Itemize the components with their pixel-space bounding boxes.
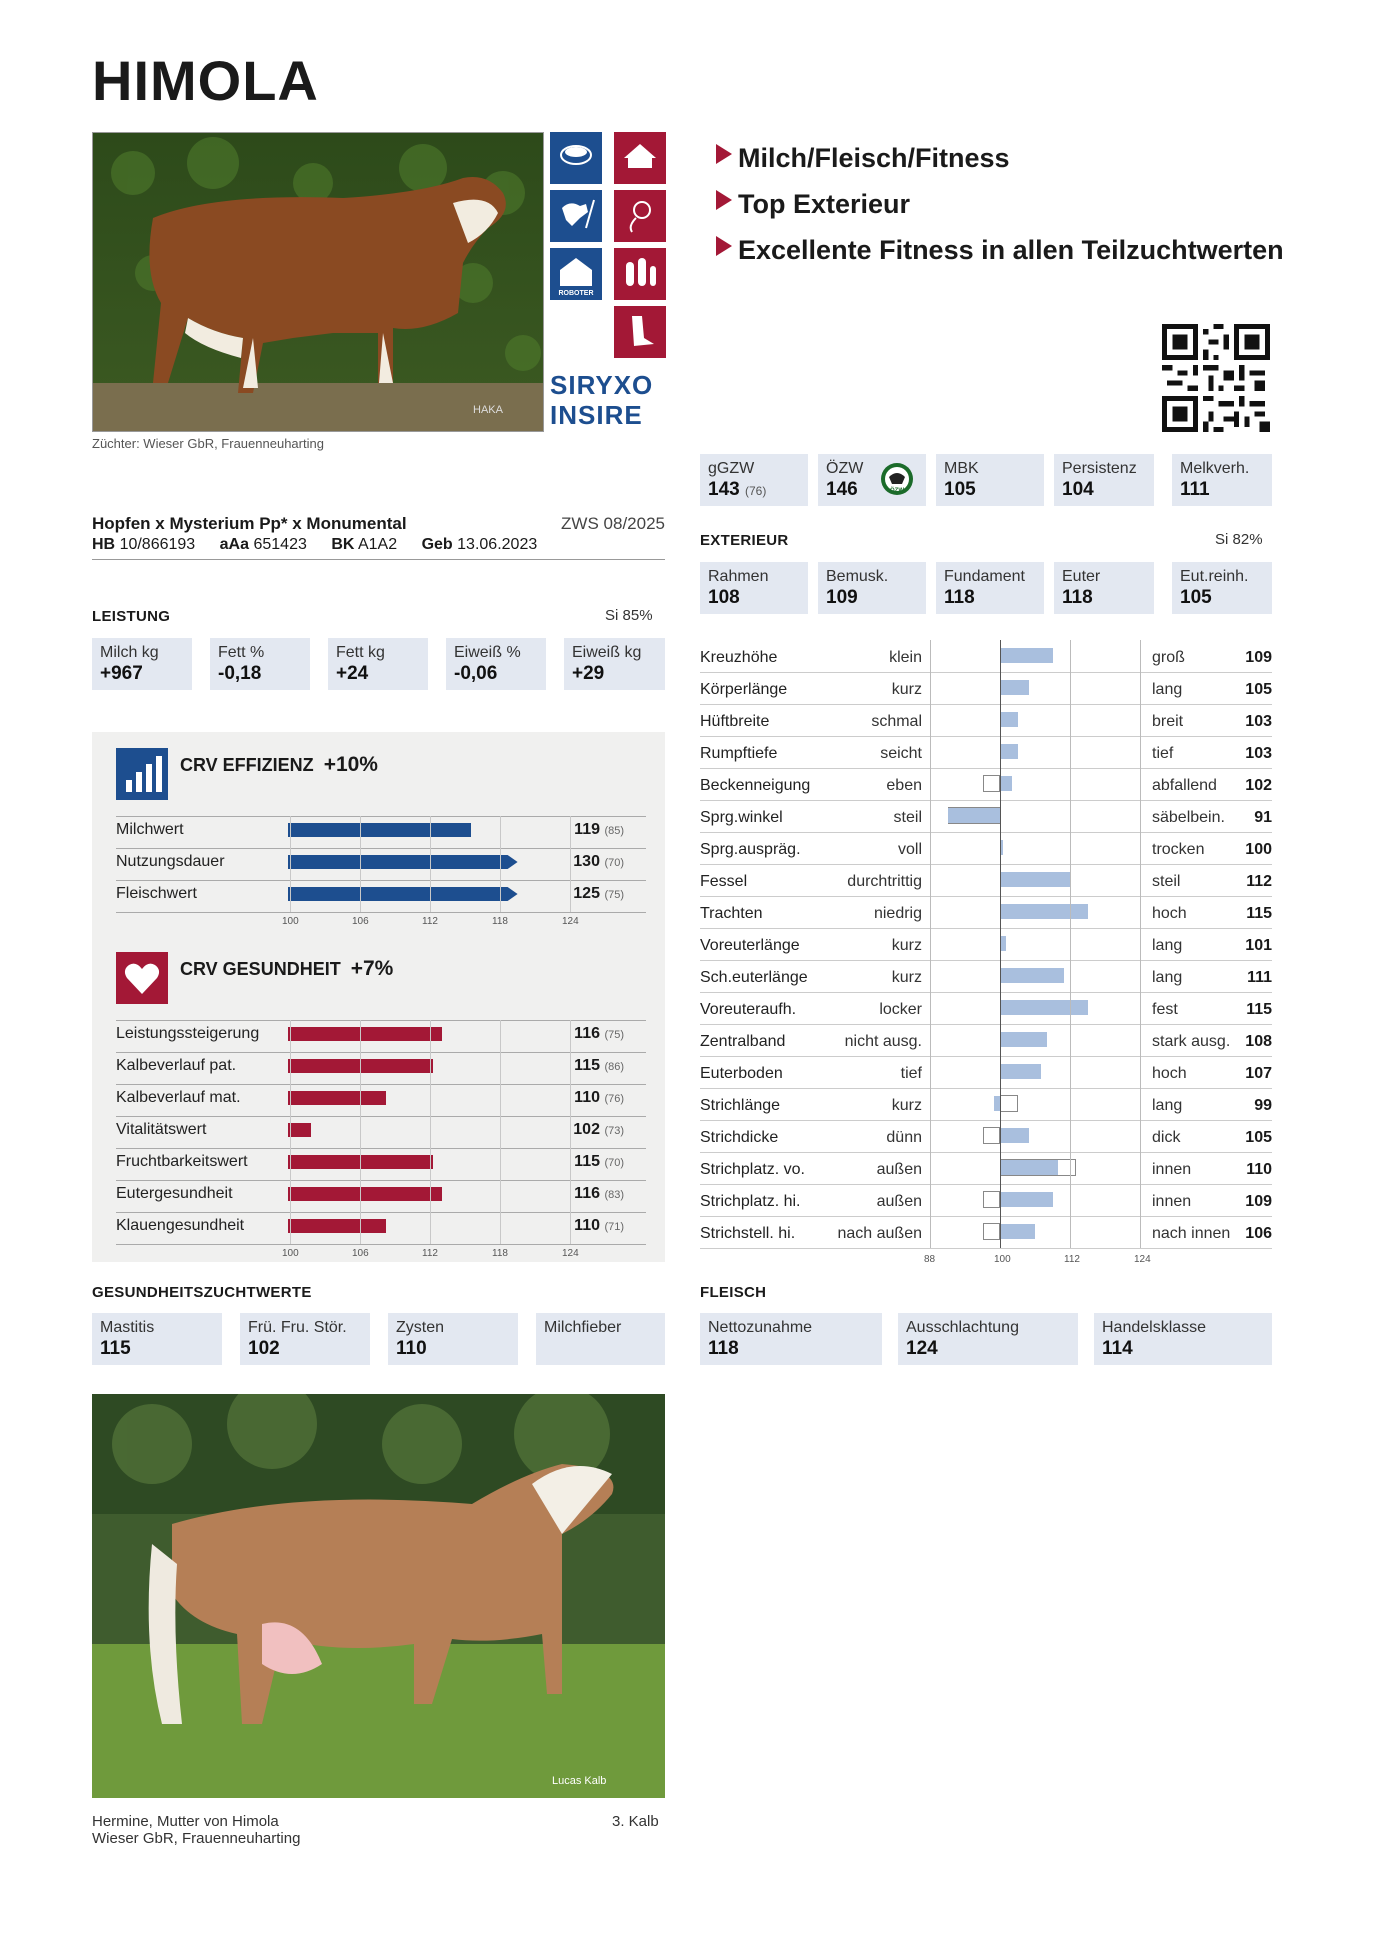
brand-line1: SIRYXO xyxy=(550,370,654,400)
fleisch-label: FLEISCH xyxy=(700,1284,767,1301)
triangle-icon xyxy=(716,236,732,256)
crv-bar xyxy=(288,1027,442,1041)
triangle-icon xyxy=(716,144,732,164)
ext-prev-box xyxy=(983,1127,1001,1144)
grid-line xyxy=(500,1020,501,1244)
ext-trait-low: kurz xyxy=(891,681,922,698)
ext-trait-value: 105 xyxy=(1245,681,1272,698)
ext-trait-low: nach außen xyxy=(837,1225,922,1242)
ext-trait-row xyxy=(700,800,1272,833)
grid-line xyxy=(290,816,291,912)
ext-trait-row xyxy=(700,768,1272,801)
ext-trait-name: Hüftbreite xyxy=(700,713,770,730)
ext-trait-high: innen xyxy=(1152,1161,1192,1178)
ext-trait-name: Sch.euterlänge xyxy=(700,969,808,986)
ext-trait-high: groß xyxy=(1152,649,1185,666)
ext-trait-bar xyxy=(1000,1160,1058,1175)
summary-ozw: ÖZW 146 ÖZW xyxy=(818,454,926,506)
ext-prev-box xyxy=(1000,1095,1018,1112)
tick-label: 118 xyxy=(492,916,508,927)
ext-bemusk: Bemusk. 109 xyxy=(818,562,926,614)
ext-trait-value: 99 xyxy=(1254,1097,1272,1114)
ext-trait-row xyxy=(700,832,1272,865)
ext-trait-high: abfallend xyxy=(1152,777,1217,794)
ext-trait-name: Kreuzhöhe xyxy=(700,649,778,666)
ext-trait-name: Sprg.winkel xyxy=(700,809,783,826)
leg-icon xyxy=(614,306,666,358)
ext-trait-high: hoch xyxy=(1152,1065,1187,1082)
summary-mbk: MBK 105 xyxy=(936,454,1044,506)
ext-trait-name: Strichplatz. vo. xyxy=(700,1161,805,1178)
leistung-milch-kg: Milch kg +967 xyxy=(92,638,192,690)
photo-credit: HAKA xyxy=(473,404,503,416)
ext-trait-value: 103 xyxy=(1245,745,1272,762)
semen-icon xyxy=(614,190,666,242)
ext-trait-bar xyxy=(948,808,1001,823)
ext-trait-value: 101 xyxy=(1245,937,1272,954)
ext-prev-box xyxy=(983,1191,1001,1208)
ext-trait-bar xyxy=(1000,1128,1029,1143)
grid-line xyxy=(430,816,431,912)
bullet-2: Top Exterieur xyxy=(716,189,910,220)
ext-trait-value: 100 xyxy=(1245,841,1272,858)
crv-row-label: Kalbeverlauf mat. xyxy=(116,1089,241,1106)
grid-line xyxy=(430,1020,431,1244)
gzw-milchfieber: Milchfieber xyxy=(536,1313,665,1365)
crv-bar xyxy=(288,1187,442,1201)
tick-label: 124 xyxy=(562,1248,579,1259)
zws-date: ZWS 08/2025 xyxy=(561,514,665,533)
ext-trait-row xyxy=(700,736,1272,769)
crv-row-value: 110 (71) xyxy=(574,1217,624,1234)
leistung-si: Si 85% xyxy=(605,607,653,624)
gzw-mastitis: Mastitis 115 xyxy=(92,1313,222,1365)
ext-trait-name: Zentralband xyxy=(700,1033,786,1050)
ext-trait-high: säbelbein. xyxy=(1152,809,1225,826)
tick-label: 106 xyxy=(352,916,369,927)
ext-prev-box xyxy=(983,775,1001,792)
ext-trait-high: lang xyxy=(1152,681,1183,698)
ext-trait-low: durchtrittig xyxy=(847,873,922,890)
fleisch-handelsklasse: Handelsklasse 114 xyxy=(1094,1313,1272,1365)
tick-label: 124 xyxy=(1134,1254,1151,1265)
ext-trait-name: Fessel xyxy=(700,873,748,890)
ext-trait-row xyxy=(700,1216,1272,1249)
ext-trait-row xyxy=(700,1088,1272,1121)
ext-trait-high: steil xyxy=(1152,873,1181,890)
ext-trait-high: innen xyxy=(1152,1193,1192,1210)
crv-row-label: Kalbeverlauf pat. xyxy=(116,1057,237,1074)
ext-trait-low: außen xyxy=(876,1161,922,1178)
ozw-badge-icon xyxy=(880,462,914,496)
ext-trait-value: 110 xyxy=(1246,1161,1272,1178)
grid-line xyxy=(570,816,571,912)
ext-trait-bar xyxy=(1000,680,1029,695)
crv-bar xyxy=(288,855,518,869)
tick-label: 118 xyxy=(492,1248,508,1259)
ext-trait-value: 111 xyxy=(1247,969,1272,986)
grid-line xyxy=(290,1020,291,1244)
crv-row xyxy=(116,1116,646,1141)
gesundheitszw-label: GESUNDHEITSZUCHTWERTE xyxy=(92,1284,312,1301)
ext-trait-bar xyxy=(1000,648,1053,663)
crv-row-label: Leistungssteigerung xyxy=(116,1025,260,1042)
ext-trait-low: voll xyxy=(897,841,922,858)
grid-line xyxy=(360,1020,361,1244)
ext-trait-name: Körperlänge xyxy=(700,681,788,698)
ext-trait-high: dick xyxy=(1152,1129,1181,1146)
ext-trait-name: Strichstell. hi. xyxy=(700,1225,796,1242)
crv-bar xyxy=(288,823,471,837)
ext-trait-high: lang xyxy=(1152,969,1183,986)
ext-trait-bar xyxy=(1000,872,1070,887)
ext-trait-value: 109 xyxy=(1245,1193,1272,1210)
efficiency-icon xyxy=(116,748,168,800)
ext-trait-low: schmal xyxy=(871,713,922,730)
fleisch-ausschlachtung: Ausschlachtung 124 xyxy=(898,1313,1078,1365)
ext-trait-high: hoch xyxy=(1152,905,1187,922)
crv-bar xyxy=(288,1123,311,1137)
crv-row-label: Fleischwert xyxy=(116,885,197,902)
ext-trait-value: 115 xyxy=(1246,905,1272,922)
crv-row xyxy=(116,848,646,873)
ext-trait-row xyxy=(700,1152,1272,1185)
qr-code[interactable] xyxy=(1162,324,1270,432)
siryxo-logo xyxy=(550,370,653,430)
ext-trait-low: seicht xyxy=(880,745,922,762)
crv-row xyxy=(116,816,646,841)
crv-row xyxy=(116,1052,646,1077)
ext-trait-high: tief xyxy=(1152,745,1174,762)
ext-trait-low: kurz xyxy=(891,1097,922,1114)
grid-line xyxy=(360,816,361,912)
ext-eut-reinh: Eut.reinh. 105 xyxy=(1172,562,1272,614)
exterieur-si: Si 82% xyxy=(1215,531,1263,548)
ext-trait-name: Strichplatz. hi. xyxy=(700,1193,801,1210)
ext-trait-name: Rumpftiefe xyxy=(700,745,778,762)
triangle-icon xyxy=(716,190,732,210)
ext-trait-low: kurz xyxy=(891,969,922,986)
crv-row-label: Eutergesundheit xyxy=(116,1185,233,1202)
ext-trait-value: 106 xyxy=(1245,1225,1272,1242)
ext-trait-value: 115 xyxy=(1246,1001,1272,1018)
summary-ggzw: gGZW 143 (76) xyxy=(700,454,808,506)
robot-icon xyxy=(550,248,602,300)
grid-line xyxy=(500,816,501,912)
grid-line xyxy=(570,1020,571,1244)
ext-trait-low: tief xyxy=(900,1065,922,1082)
crv-row-label: Fruchtbarkeitswert xyxy=(116,1153,248,1170)
ext-trait-name: Voreuterlänge xyxy=(700,937,800,954)
ext-trait-high: fest xyxy=(1152,1001,1178,1018)
grid-line xyxy=(116,1244,646,1245)
leistung-eiweiss-kg: Eiweiß kg +29 xyxy=(564,638,665,690)
ext-trait-high: lang xyxy=(1152,1097,1183,1114)
ext-trait-value: 107 xyxy=(1245,1065,1272,1082)
ext-trait-value: 112 xyxy=(1246,873,1272,890)
tick-label: 88 xyxy=(924,1254,936,1265)
tick-label: 100 xyxy=(282,916,299,927)
growth-icon xyxy=(550,190,602,242)
ext-trait-name: Euterboden xyxy=(700,1065,783,1082)
ext-trait-bar xyxy=(1000,744,1018,759)
barn-icon xyxy=(614,132,666,184)
tick-label: 106 xyxy=(352,1248,369,1259)
crv-row xyxy=(116,1020,646,1045)
silo-icon xyxy=(614,248,666,300)
tick-label: 112 xyxy=(422,1248,438,1259)
crv-row-label: Nutzungsdauer xyxy=(116,853,225,870)
ext-trait-name: Sprg.auspräg. xyxy=(700,841,801,858)
ext-prev-box xyxy=(983,1223,1001,1240)
divider xyxy=(92,559,665,560)
ext-trait-row xyxy=(700,1024,1272,1057)
ext-trait-row xyxy=(700,928,1272,961)
robot-label: ROBOTER xyxy=(558,290,594,297)
ext-trait-value: 102 xyxy=(1245,777,1272,794)
brand-line2: INSIRE xyxy=(550,400,643,430)
crv-row xyxy=(116,1148,646,1173)
tick-label: 124 xyxy=(562,916,579,927)
ext-trait-low: eben xyxy=(886,777,922,794)
crv-row-value: 102 (73) xyxy=(573,1121,624,1138)
leistung-fett-kg: Fett kg +24 xyxy=(328,638,428,690)
crv-row xyxy=(116,1084,646,1109)
ext-rahmen: Rahmen 108 xyxy=(700,562,808,614)
heart-icon xyxy=(116,952,168,1004)
ext-trait-low: klein xyxy=(889,649,922,666)
leistung-eiweiss-pct: Eiweiß % -0,06 xyxy=(446,638,546,690)
ext-trait-low: steil xyxy=(893,809,922,826)
ext-trait-low: nicht ausg. xyxy=(844,1033,922,1050)
crv-row-value: 125 (75) xyxy=(573,885,624,902)
crv-bar xyxy=(288,1091,386,1105)
ext-trait-bar xyxy=(1000,776,1012,791)
crv-row-label: Vitalitätswert xyxy=(116,1121,207,1138)
milk-icon xyxy=(550,132,602,184)
ext-trait-name: Strichdicke xyxy=(700,1129,779,1146)
crv-row xyxy=(116,1212,646,1237)
ext-trait-row xyxy=(700,864,1272,897)
ext-euter: Euter 118 xyxy=(1054,562,1154,614)
ext-trait-name: Voreuteraufh. xyxy=(700,1001,797,1018)
ext-trait-bar xyxy=(1000,712,1018,727)
pedigree-ids: HB 10/866193 aAa 651423 BK A1A2 Geb 13.06.2023 xyxy=(92,536,538,553)
ext-trait-high: breit xyxy=(1152,713,1184,730)
ext-trait-low: kurz xyxy=(891,937,922,954)
grid-line xyxy=(1000,640,1001,1248)
crv-bar xyxy=(288,887,518,901)
ext-trait-low: dünn xyxy=(886,1129,922,1146)
ext-trait-bar xyxy=(1000,968,1064,983)
ext-trait-low: niedrig xyxy=(873,905,922,922)
mother-caption: Hermine, Mutter von Himola Wieser GbR, Frauenneuharting xyxy=(92,1813,301,1847)
ext-fundament: Fundament 118 xyxy=(936,562,1044,614)
ext-trait-value: 105 xyxy=(1245,1129,1272,1146)
bullet-3: Excellente Fitness in allen Teilzuchtwerten xyxy=(716,235,1284,266)
crv-row-value: 115 (86) xyxy=(574,1057,624,1074)
ext-trait-row xyxy=(700,1184,1272,1217)
ext-trait-row xyxy=(700,960,1272,993)
ext-trait-value: 108 xyxy=(1245,1033,1272,1050)
summary-persistenz: Persistenz 104 xyxy=(1054,454,1154,506)
ext-trait-row xyxy=(700,1056,1272,1089)
exterieur-label: EXTERIEUR xyxy=(700,532,789,549)
breeder-caption: Züchter: Wieser GbR, Frauenneuharting xyxy=(92,436,324,451)
ext-trait-bar xyxy=(1000,1032,1047,1047)
leistung-fett-pct: Fett % -0,18 xyxy=(210,638,310,690)
ext-trait-row xyxy=(700,992,1272,1025)
gesundheit-heading: CRV GESUNDHEIT +7% xyxy=(180,957,394,980)
tick-label: 100 xyxy=(282,1248,299,1259)
ext-trait-name: Strichlänge xyxy=(700,1097,781,1114)
crv-row xyxy=(116,1180,646,1205)
bull-photo xyxy=(92,132,544,432)
ext-trait-bar xyxy=(1000,1000,1088,1015)
crv-row-value: 110 (76) xyxy=(574,1089,624,1106)
tick-label: 100 xyxy=(994,1254,1011,1265)
effizienz-heading: CRV EFFIZIENZ +10% xyxy=(180,753,378,776)
grid-line xyxy=(1070,640,1071,1248)
crv-row-label: Klauengesundheit xyxy=(116,1217,245,1234)
summary-melkverh: Melkverh. 111 xyxy=(1172,454,1272,506)
bullet-1: Milch/Fleisch/Fitness xyxy=(716,143,1010,174)
ext-trait-row xyxy=(700,896,1272,929)
ext-trait-row xyxy=(700,1120,1272,1153)
trait-icons xyxy=(550,132,670,362)
mother-photo xyxy=(92,1394,665,1798)
ext-trait-bar xyxy=(1000,904,1088,919)
pedigree-line: Hopfen x Mysterium Pp* x Monumental xyxy=(92,514,407,533)
crv-bar xyxy=(288,1219,386,1233)
ext-trait-high: lang xyxy=(1152,937,1183,954)
tick-label: 112 xyxy=(1064,1254,1080,1265)
ext-trait-low: locker xyxy=(879,1001,922,1018)
gzw-zysten: Zysten 110 xyxy=(388,1313,518,1365)
crv-row-value: 116 (75) xyxy=(574,1025,624,1042)
ext-trait-bar xyxy=(1000,1224,1035,1239)
crv-row-value: 130 (70) xyxy=(573,853,624,870)
ext-trait-value: 103 xyxy=(1245,713,1272,730)
crv-row-value: 115 (70) xyxy=(574,1153,624,1170)
photo-credit: Lucas Kalb xyxy=(552,1775,607,1787)
page-title: HIMOLA xyxy=(92,49,319,112)
crv-row xyxy=(116,880,646,905)
ext-trait-row xyxy=(700,672,1272,705)
crv-row-label: Milchwert xyxy=(116,821,184,838)
ext-trait-name: Beckenneigung xyxy=(700,777,811,794)
ext-trait-low: außen xyxy=(876,1193,922,1210)
grid-line xyxy=(1140,640,1141,1248)
ext-trait-name: Trachten xyxy=(700,905,763,922)
ext-trait-high: stark ausg. xyxy=(1152,1033,1231,1050)
ext-trait-value: 109 xyxy=(1245,649,1272,666)
ext-trait-high: trocken xyxy=(1152,841,1205,858)
ext-trait-high: nach innen xyxy=(1152,1225,1231,1242)
leistung-label: LEISTUNG xyxy=(92,608,171,625)
tick-label: 112 xyxy=(422,916,438,927)
grid-line xyxy=(930,640,931,1248)
crv-row-value: 119 (85) xyxy=(574,821,624,838)
ext-trait-bar xyxy=(1000,1064,1041,1079)
ext-trait-row xyxy=(700,704,1272,737)
pedigree-block xyxy=(92,514,665,554)
svg-text:ÖZW: ÖZW xyxy=(890,488,904,494)
gzw-frue-fru-stoer: Frü. Fru. Stör. 102 xyxy=(240,1313,370,1365)
ext-trait-value: 91 xyxy=(1254,809,1272,826)
ext-trait-row xyxy=(700,640,1272,673)
fleisch-nettozunahme: Nettozunahme 118 xyxy=(700,1313,882,1365)
grid-line xyxy=(116,912,646,913)
mother-calf: 3. Kalb xyxy=(612,1813,659,1830)
crv-row-value: 116 (83) xyxy=(574,1185,624,1202)
ext-trait-bar xyxy=(1000,1192,1053,1207)
